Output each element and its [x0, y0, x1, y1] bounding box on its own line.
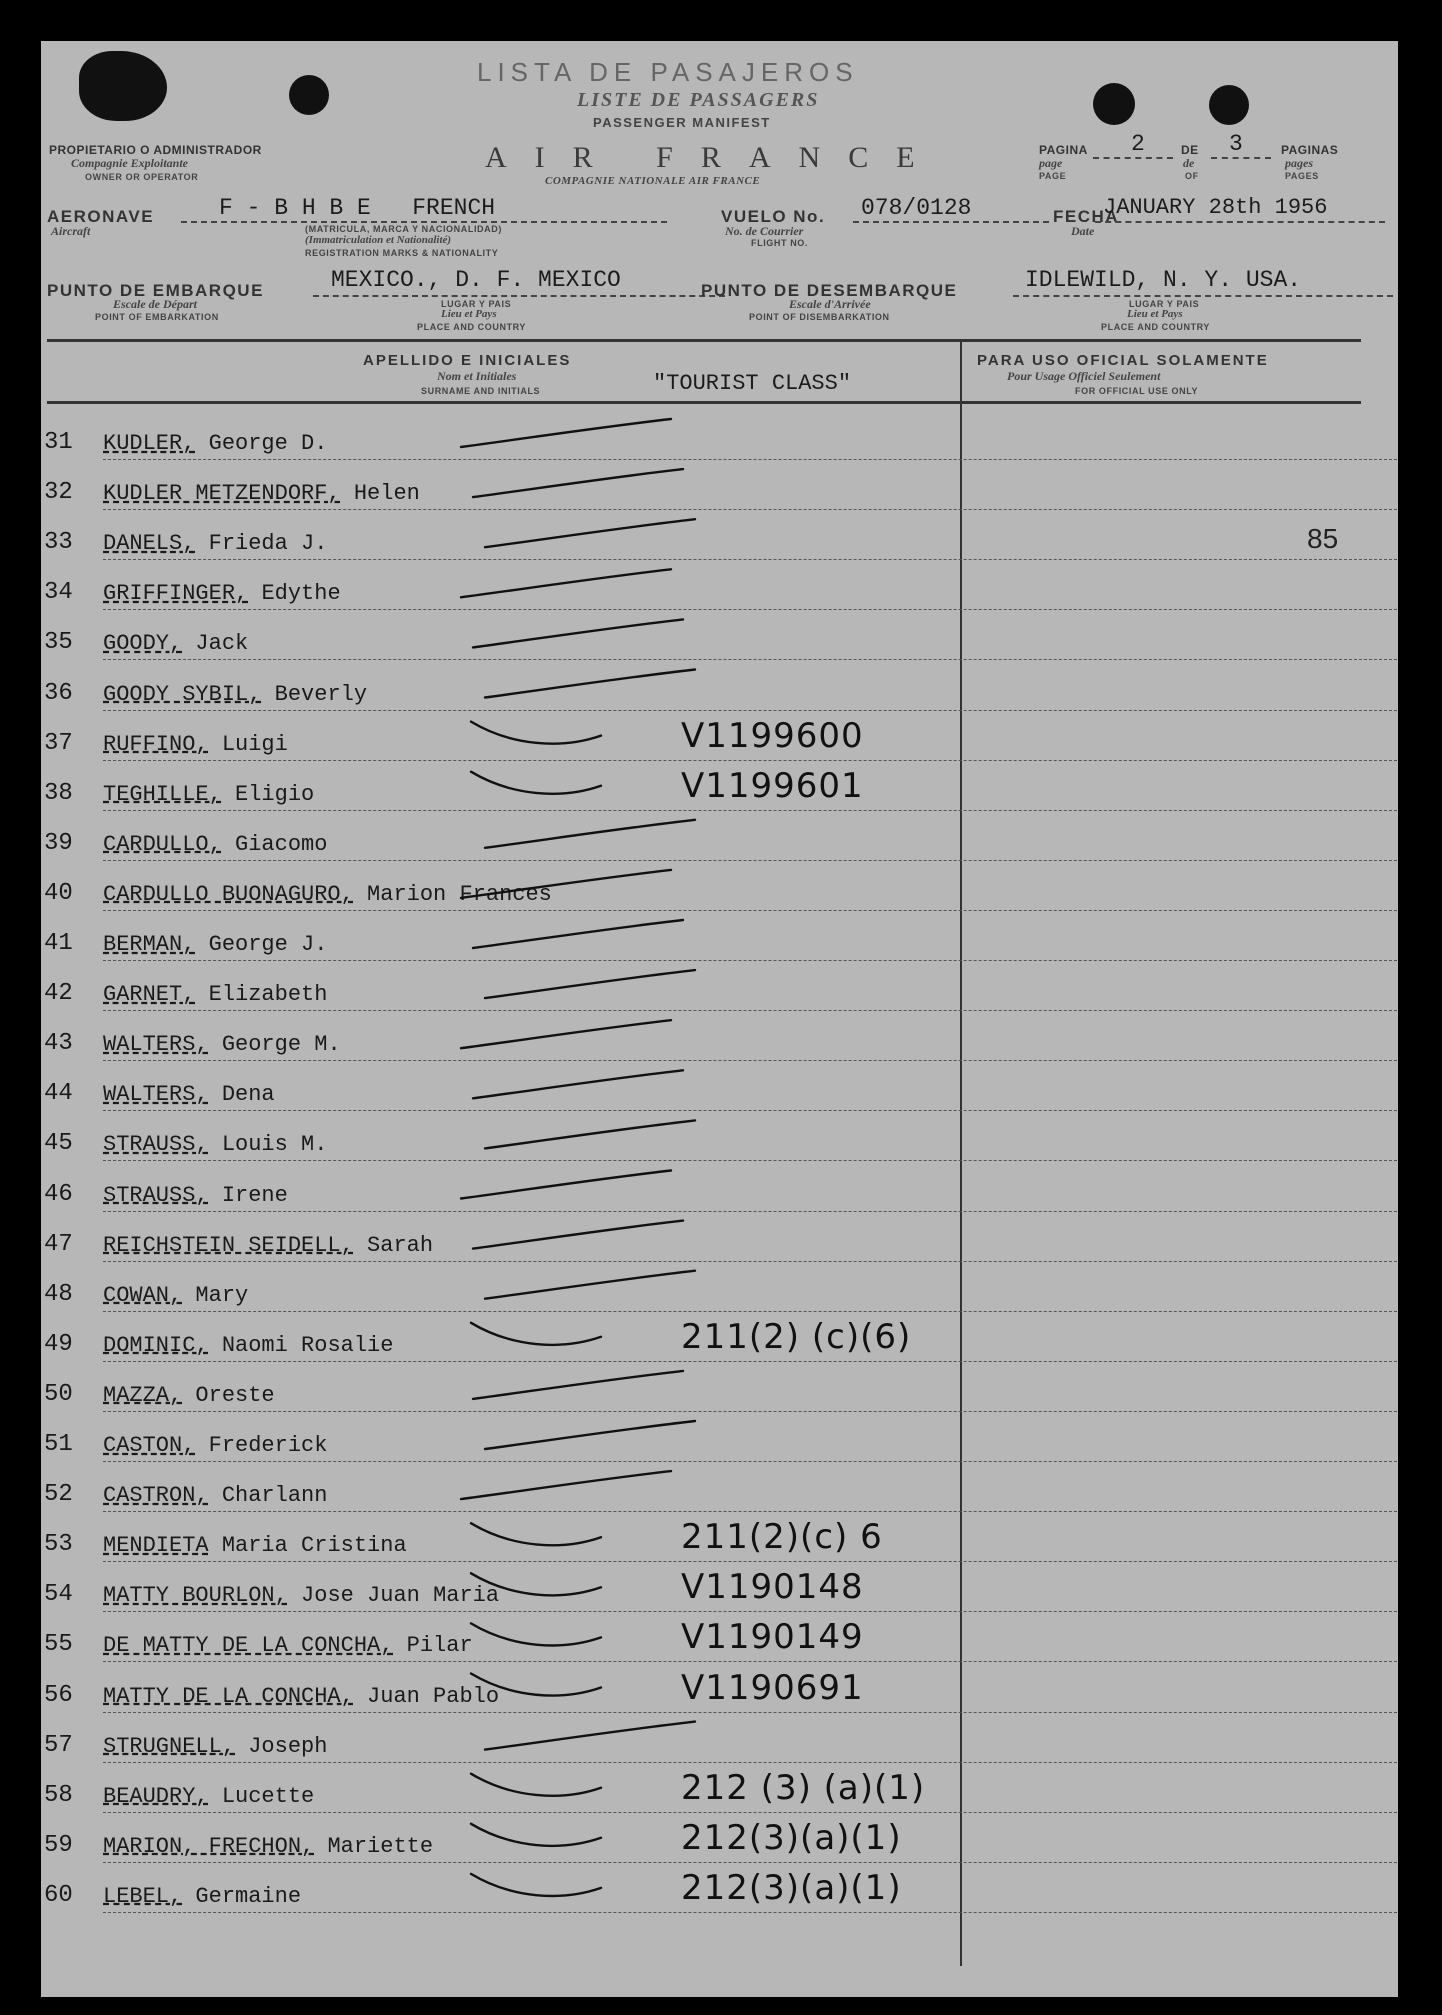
- check-stroke: [461, 870, 671, 898]
- check-stroke: [485, 1421, 695, 1449]
- row-number: 34: [44, 579, 73, 607]
- row-number: 35: [44, 629, 73, 657]
- passenger-given-name: Jose Juan Maria: [301, 1583, 500, 1609]
- flight-label-en: FLIGHT NO.: [751, 238, 808, 248]
- passenger-surname: STRAUSS,: [103, 1132, 209, 1158]
- handwritten-visa-note: 212 (3) (a)(1): [681, 1767, 926, 1808]
- passenger-surname: KUDLER,: [103, 431, 196, 456]
- passenger-surname: GRIFFINGER,: [103, 581, 249, 607]
- passenger-surname: STRUGNELL,: [103, 1733, 236, 1759]
- passenger-given-name: Eligio: [235, 781, 315, 807]
- row-number: 47: [44, 1230, 73, 1258]
- row-number: 59: [44, 1831, 73, 1859]
- passenger-given-name: Beverly: [274, 681, 368, 707]
- flight-label-fr: No. de Courrier: [725, 224, 804, 238]
- check-stroke: [485, 820, 695, 848]
- page-label-es: PAGINA: [1039, 143, 1088, 157]
- flight-label-es: VUELO No.: [721, 207, 826, 226]
- passenger-surname: TEGHILLE,: [103, 781, 222, 807]
- aircraft-label-fr: Aircraft: [51, 224, 91, 238]
- check-stroke: [471, 1874, 601, 1896]
- row-number: 57: [44, 1731, 73, 1759]
- name-col-header-es: APELLIDO E INICIALES: [363, 352, 572, 369]
- reg-label-es: (MATRICULA, MARCA Y NACIONALIDAD): [305, 224, 502, 234]
- row-number: 42: [44, 980, 73, 1008]
- row-number: 51: [44, 1431, 73, 1458]
- check-stroke: [485, 1271, 695, 1299]
- official-use-value: 85: [1307, 523, 1339, 555]
- row-number: 40: [44, 879, 73, 907]
- check-stroke: [471, 772, 601, 794]
- check-stroke: [473, 1221, 683, 1249]
- passenger-surname: STRAUSS,: [103, 1182, 209, 1208]
- passenger-given-name: Naomi Rosalie: [221, 1332, 394, 1358]
- official-col-header-en: FOR OFFICIAL USE ONLY: [1075, 386, 1199, 396]
- page-total: 3: [1229, 131, 1243, 157]
- aircraft-label-es: AERONAVE: [47, 207, 155, 226]
- check-stroke: [473, 469, 683, 497]
- row-number: 53: [44, 1531, 73, 1559]
- check-stroke: [485, 1120, 695, 1148]
- embark-place-label-fr: Lieu et Pays: [441, 308, 497, 320]
- row-number: 54: [44, 1581, 73, 1609]
- disembark-place-label-es: LUGAR Y PAIS: [1129, 299, 1200, 309]
- passenger-given-name: Marion Frances: [367, 881, 552, 907]
- name-col-header-en: SURNAME AND INITIALS: [421, 386, 541, 396]
- passenger-given-name: George M.: [221, 1032, 341, 1058]
- passenger-surname: MAZZA,: [103, 1382, 183, 1408]
- passenger-given-name: Irene: [221, 1182, 288, 1208]
- official-col-header-fr: Pour Usage Officiel Seulement: [1007, 369, 1161, 383]
- check-stroke: [485, 519, 695, 547]
- row-number: 41: [44, 930, 73, 957]
- passenger-given-name: Elizabeth: [208, 982, 328, 1008]
- check-stroke: [471, 1573, 601, 1595]
- check-stroke: [473, 1070, 683, 1098]
- passenger-given-name: Germaine: [195, 1883, 302, 1909]
- check-stroke: [461, 1020, 671, 1048]
- disembark-label-es: PUNTO DE DESEMBARQUE: [701, 281, 958, 300]
- pages-label-es: PAGINAS: [1281, 143, 1339, 157]
- check-stroke: [485, 670, 695, 698]
- check-stroke: [473, 1371, 683, 1399]
- embark-label-es: PUNTO DE EMBARQUE: [47, 281, 264, 300]
- handwritten-visa-note: 211(2) (c)(6): [681, 1316, 912, 1357]
- passenger-surname: COWAN,: [103, 1282, 183, 1308]
- row-number: 52: [44, 1481, 73, 1509]
- passenger-given-name: Maria Cristina: [221, 1533, 407, 1559]
- handwritten-visa-note: V1190149: [681, 1617, 864, 1658]
- manifest-page: [41, 41, 1398, 1997]
- check-stroke: [485, 970, 695, 998]
- passenger-surname: LEBEL,: [103, 1883, 183, 1909]
- row-number: 36: [44, 679, 73, 707]
- disembark-place-label-fr: Lieu et Pays: [1127, 308, 1183, 320]
- handwritten-visa-note: V1190691: [681, 1667, 864, 1708]
- row-number: 39: [44, 829, 73, 857]
- disembark-label-en: POINT OF DISEMBARKATION: [749, 312, 890, 322]
- pages-label-en: PAGES: [1285, 171, 1319, 181]
- handwritten-visa-note: V1199601: [681, 765, 864, 806]
- passenger-surname: GOODY,: [103, 631, 183, 657]
- passenger-given-name: Oreste: [195, 1382, 275, 1408]
- check-stroke: [473, 619, 683, 647]
- row-number: 46: [44, 1180, 73, 1208]
- date-label-fr: Date: [1071, 224, 1095, 238]
- passenger-given-name: Mariette: [327, 1833, 434, 1859]
- title-es: LISTA DE PASAJEROS: [477, 57, 859, 87]
- passenger-given-name: Giacomo: [235, 831, 328, 857]
- row-number: 49: [44, 1330, 73, 1358]
- title-en: PASSENGER MANIFEST: [593, 115, 771, 130]
- airline-name: AIR FRANCE: [485, 141, 943, 174]
- passenger-surname: MATTY BOURLON,: [103, 1583, 288, 1609]
- passenger-given-name: Jack: [195, 631, 249, 657]
- passenger-surname: MATTY DE LA CONCHA,: [103, 1683, 354, 1709]
- passenger-surname: CARDULLO BUONAGURO,: [103, 881, 354, 907]
- passenger-surname: WALTERS,: [103, 1032, 209, 1058]
- of-label-es: DE: [1181, 143, 1199, 157]
- row-number: 43: [44, 1030, 73, 1058]
- page-number: 2: [1131, 131, 1145, 157]
- passenger-surname: CASTON,: [103, 1433, 196, 1458]
- check-stroke: [471, 1824, 601, 1846]
- official-col-header-es: PARA USO OFICIAL SOLAMENTE: [977, 352, 1269, 369]
- passenger-given-name: Juan Pablo: [367, 1683, 500, 1709]
- row-number: 44: [44, 1080, 73, 1108]
- passenger-given-name: Joseph: [248, 1733, 328, 1759]
- row-number: 60: [44, 1881, 73, 1909]
- row-number: 45: [44, 1130, 73, 1158]
- embark-label-en: POINT OF EMBARKATION: [95, 312, 219, 322]
- passenger-surname: CARDULLO,: [103, 831, 222, 857]
- passenger-surname: RUFFINO,: [103, 731, 209, 757]
- disembark-place-label-en: PLACE AND COUNTRY: [1101, 322, 1211, 332]
- passenger-given-name: Frieda J.: [208, 531, 328, 557]
- title-fr: LISTE DE PASSAGERS: [577, 89, 820, 111]
- flight-value: 078/0128: [861, 195, 972, 221]
- row-number: 33: [44, 529, 73, 557]
- passenger-given-name: Lucette: [221, 1783, 315, 1809]
- passenger-given-name: Dena: [221, 1082, 275, 1108]
- date-label-es: FECHA: [1053, 207, 1120, 226]
- row-number: 32: [44, 479, 73, 507]
- passenger-given-name: Charlann: [221, 1483, 328, 1509]
- passenger-surname: KUDLER METZENDORF,: [103, 481, 341, 507]
- check-stroke: [485, 1722, 695, 1750]
- row-number: 31: [44, 429, 73, 456]
- aircraft-value: F - B H B E FRENCH: [219, 195, 496, 221]
- page-label-fr: page: [1039, 156, 1063, 170]
- embark-place-label-es: LUGAR Y PAIS: [441, 299, 512, 309]
- handwritten-visa-note: V1190148: [681, 1567, 864, 1608]
- passenger-surname: CASTRON,: [103, 1483, 209, 1509]
- embark-label-fr: Escale de Départ: [113, 297, 197, 311]
- row-number: 38: [44, 779, 73, 807]
- check-stroke: [471, 1623, 601, 1645]
- passenger-surname: BEAUDRY,: [103, 1783, 209, 1809]
- owner-label-es: PROPIETARIO O ADMINISTRADOR: [49, 143, 262, 157]
- passenger-surname: REICHSTEIN SEIDELL,: [103, 1232, 354, 1258]
- page-label-en: PAGE: [1039, 171, 1067, 181]
- passenger-surname: DANELS,: [103, 531, 196, 557]
- check-stroke: [471, 1774, 601, 1796]
- check-stroke: [471, 722, 601, 744]
- passenger-surname: MARION, FRECHON,: [103, 1833, 315, 1859]
- passenger-given-name: Sarah: [367, 1232, 434, 1258]
- check-stroke: [471, 1523, 601, 1545]
- passenger-surname: GOODY SYBIL,: [103, 681, 262, 707]
- owner-label-fr: Compagnie Exploitante: [71, 156, 189, 170]
- passenger-surname: GARNET,: [103, 982, 196, 1008]
- name-col-header-fr: Nom et Initiales: [437, 369, 517, 383]
- reg-label-en: REGISTRATION MARKS & NATIONALITY: [305, 248, 499, 258]
- tourist-class-note: "TOURIST CLASS": [653, 371, 852, 396]
- check-stroke: [471, 1674, 601, 1696]
- row-number: 58: [44, 1781, 73, 1809]
- airline-sub: COMPAGNIE NATIONALE AIR FRANCE: [545, 175, 761, 187]
- date-value: JANUARY 28th 1956: [1103, 195, 1328, 220]
- embark-value: MEXICO., D. F. MEXICO: [331, 267, 621, 293]
- passenger-given-name: Luigi: [221, 731, 288, 757]
- row-number: 48: [44, 1280, 73, 1308]
- reg-label-fr: (Immatriculation et Nationalité): [305, 234, 452, 246]
- row-number: 37: [44, 729, 73, 757]
- check-stroke: [473, 920, 683, 948]
- handwritten-visa-note: 212(3)(a)(1): [681, 1867, 902, 1908]
- check-stroke: [461, 1171, 671, 1199]
- passenger-surname: DOMINIC,: [103, 1332, 209, 1358]
- of-label-fr: de: [1183, 156, 1195, 170]
- embark-place-label-en: PLACE AND COUNTRY: [417, 322, 527, 332]
- passenger-given-name: Helen: [353, 481, 420, 507]
- disembark-label-fr: Escale d'Arrivée: [789, 297, 871, 311]
- row-number: 56: [44, 1681, 73, 1709]
- pages-label-fr: pages: [1285, 156, 1313, 170]
- handwritten-check-marks: [41, 41, 1398, 1997]
- of-label-en: OF: [1185, 171, 1199, 181]
- passenger-given-name: Louis M.: [221, 1132, 328, 1158]
- row-number: 50: [44, 1380, 73, 1408]
- handwritten-visa-note: 212(3)(a)(1): [681, 1817, 902, 1858]
- row-number: 55: [44, 1631, 73, 1659]
- check-stroke: [461, 419, 671, 447]
- passenger-given-name: George J.: [208, 932, 328, 957]
- handwritten-visa-note: 211(2)(c) 6: [681, 1517, 883, 1558]
- handwritten-visa-note: V1199600: [681, 715, 864, 756]
- passenger-surname: WALTERS,: [103, 1082, 209, 1108]
- check-stroke: [461, 1471, 671, 1499]
- passenger-surname: BERMAN,: [103, 932, 196, 957]
- disembark-value: IDLEWILD, N. Y. USA.: [1025, 267, 1302, 293]
- passenger-surname: DE MATTY DE LA CONCHA,: [103, 1633, 394, 1659]
- passenger-given-name: Mary: [195, 1282, 249, 1308]
- passenger-given-name: Pilar: [406, 1633, 473, 1659]
- owner-label-en: OWNER OR OPERATOR: [85, 172, 199, 182]
- check-stroke: [461, 569, 671, 597]
- check-stroke: [471, 1323, 601, 1345]
- passenger-given-name: Edythe: [261, 581, 341, 607]
- passenger-given-name: Frederick: [208, 1433, 328, 1458]
- passenger-surname: MENDIETA: [103, 1533, 209, 1559]
- passenger-given-name: George D.: [208, 431, 328, 456]
